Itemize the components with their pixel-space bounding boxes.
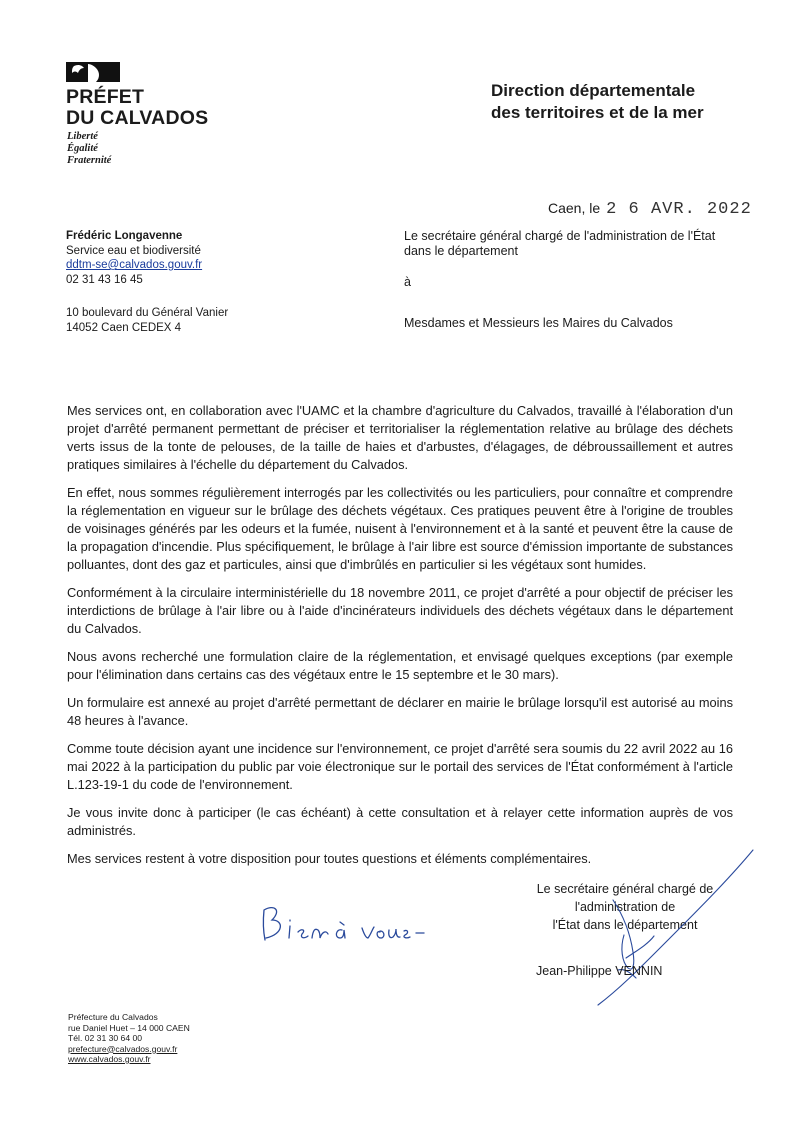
date-place: Caen, le [548, 200, 601, 216]
date-stamp: 2 6 AVR. 2022 [606, 200, 752, 219]
direction-line1: Direction départementale [491, 81, 696, 100]
sender-address [66, 306, 228, 335]
signatory-title-line3: l'État dans le département [552, 918, 698, 932]
motto-fraternite: Fraternité [67, 155, 112, 166]
prefet-line2: DU CALVADOS [66, 107, 209, 129]
prefet-line1: PRÉFET [66, 86, 145, 108]
body-paragraph: Je vous invite donc à participer (le cas échéant) à cette consultation et à relayer cette information auprès de vos administrés. [67, 805, 733, 838]
address-line2: 14052 Caen CEDEX 4 [66, 321, 182, 334]
prefecture-title [66, 87, 208, 129]
signatory-name: Jean-Philippe VENNIN [536, 964, 663, 978]
republic-motto [67, 131, 111, 167]
recipient-to: Mesdames et Messieurs les Maires du Calvados [404, 316, 673, 330]
sender-service: Service eau et biodiversité [66, 244, 201, 257]
body-paragraph: Mes services restent à votre disposition pour toutes questions et éléments complémentaires. [67, 851, 592, 866]
marianne-logo-icon [66, 62, 120, 82]
sender-block [66, 229, 202, 287]
body-paragraph: Nous avons recherché une formulation claire de la réglementation, et envisagé quelques exceptions (par exemple pour l'élimination dans certains cas des végétaux entre le 15 septembre et le 30 mars). [67, 649, 733, 682]
sender-phone: 02 31 43 16 45 [66, 273, 143, 286]
letter-body [67, 402, 733, 878]
motto-liberte: Liberté [67, 131, 98, 142]
footer-contact [68, 1012, 190, 1065]
letter-date [548, 200, 752, 219]
sender-email-link[interactable]: ddtm-se@calvados.gouv.fr [66, 259, 203, 271]
sender-name: Frédéric Longavenne [66, 230, 183, 242]
footer-line1: Préfecture du Calvados [68, 1012, 158, 1022]
signature-mark [578, 840, 778, 1010]
body-paragraph: Mes services ont, en collaboration avec l'UAMC et la chambre d'agriculture du Calvados, travaillé à l'élaboration d'un projet d'arrêté permanent permettant de préciser et territorialiser la réglementation relative au brûlage des déchets verts issus de la tonte de pelouses, de la taille de haies et d'arbustes, d'élagages, de débroussaillement et autres pratiques similaires à l'échelle du département du Calvados. [67, 403, 733, 472]
footer-line3: Tél. 02 31 30 64 00 [68, 1033, 143, 1043]
recipient-from: Le secrétaire général chargé de l'administration de l'État dans le département [404, 229, 716, 258]
body-paragraph: En effet, nous sommes régulièrement interrogés par les collectivités ou les particuliers, pour connaître et comprendre la réglementation en vigueur sur le brûlage des déchets végétaux. Ces pratiques peuvent être à l'origine de troubles de voisinages générés par les odeurs et la fumée, nuisent à l'environnement et à la santé et peuvent être la cause de la propagation d'incendie. Plus spécifiquement, le brûlage à l'air libre est source d'émission importante de substances polluantes, dont des gaz et particules, ainsi que d'imbrûlés en particulier si les végétaux sont humides. [67, 485, 733, 572]
handwritten-salutation [258, 900, 428, 950]
address-line1: 10 boulevard du Général Vanier [66, 307, 229, 319]
body-paragraph: Un formulaire est annexé au projet d'arrêté permettant de déclarer en mairie le brûlage lorsqu'il est autorisé au moins 48 heures à l'avance. [67, 695, 733, 728]
direction-line2: des territoires et de la mer [491, 103, 704, 122]
signatory-title-line2: l'administration de [574, 900, 676, 914]
signatory-title-line1: Le secrétaire général chargé de [536, 882, 714, 896]
footer-email-link[interactable]: prefecture@calvados.gouv.fr [68, 1043, 178, 1054]
motto-egalite: Égalité [67, 143, 98, 154]
body-paragraph: Conformément à la circulaire interministérielle du 18 novembre 2011, ce projet d'arrêté a pour objectif de préciser les interdictions de brûlage à l'air libre ou à l'aide d'incinérateurs individuels des déchets végétaux dans le département du Calvados. [67, 585, 733, 636]
body-paragraph: Comme toute décision ayant une incidence sur l'environnement, ce projet d'arrêté sera soumis du 22 avril 2022 au 16 mai 2022 à la participation du public par voie électronique sur le portail des services de l'État conformément à l'article L.123-19-1 du code de l'environnement. [67, 741, 733, 792]
recipient-a: à [404, 275, 411, 289]
footer-website-link[interactable]: www.calvados.gouv.fr [68, 1054, 151, 1064]
footer-line2: rue Daniel Huet – 14 000 CAEN [68, 1022, 190, 1033]
direction-heading [491, 80, 704, 124]
